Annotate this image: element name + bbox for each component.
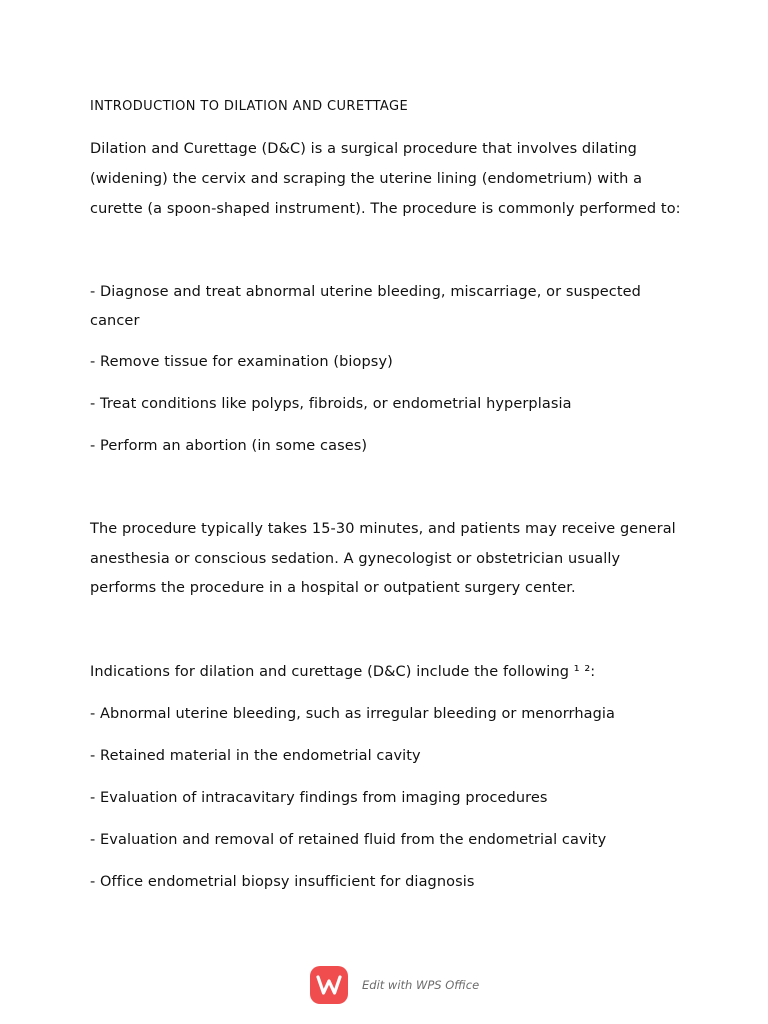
indications-heading: Indications for dilation and curettage (D&C) include the following ¹ ²: xyxy=(90,664,596,680)
procedure-line: The procedure typically takes 15-30 minutes, and patients may receive general xyxy=(90,521,676,537)
footer-text[interactable]: Edit with WPS Office xyxy=(362,978,480,992)
purpose-item: - Perform an abortion (in some cases) xyxy=(90,438,368,454)
indication-item: - Office endometrial biopsy insufficient for diagnosis xyxy=(90,874,475,890)
purpose-item-continuation: cancer xyxy=(90,313,140,329)
intro-line: curette (a spoon-shaped instrument). The procedure is commonly performed to: xyxy=(90,201,681,217)
intro-line: (widening) the cervix and scraping the uterine lining (endometrium) with a xyxy=(90,171,643,187)
indication-item: - Evaluation of intracavitary findings from imaging procedures xyxy=(90,790,548,806)
indication-item: - Evaluation and removal of retained fluid from the endometrial cavity xyxy=(90,832,607,848)
indication-item: - Retained material in the endometrial cavity xyxy=(90,748,421,764)
procedure-line: anesthesia or conscious sedation. A gynecologist or obstetrician usually xyxy=(90,551,621,567)
document-title: INTRODUCTION TO DILATION AND CURETTAGE xyxy=(90,99,409,114)
wps-logo-icon[interactable] xyxy=(310,966,348,1004)
procedure-line: performs the procedure in a hospital or outpatient surgery center. xyxy=(90,580,576,596)
intro-line: Dilation and Curettage (D&C) is a surgical procedure that involves dilating xyxy=(90,141,637,157)
purpose-item: - Diagnose and treat abnormal uterine bleeding, miscarriage, or suspected xyxy=(90,284,641,300)
purpose-item: - Remove tissue for examination (biopsy) xyxy=(90,354,393,370)
wps-footer[interactable] xyxy=(310,966,479,1004)
purpose-item: - Treat conditions like polyps, fibroids, or endometrial hyperplasia xyxy=(90,396,572,412)
indication-item: - Abnormal uterine bleeding, such as irregular bleeding or menorrhagia xyxy=(90,706,616,722)
